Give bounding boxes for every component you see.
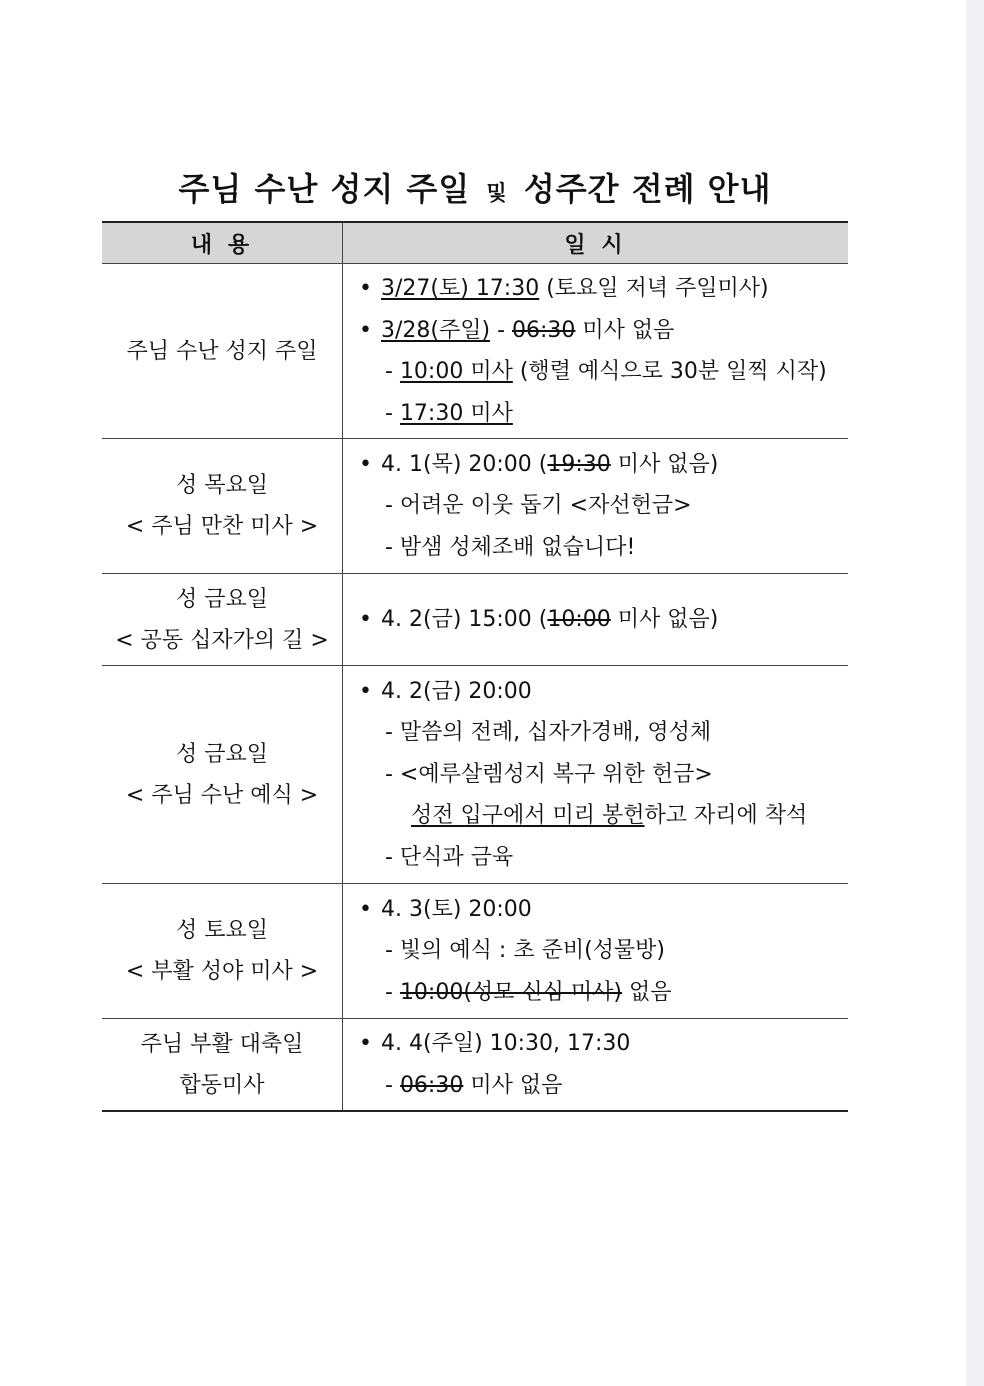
datetime-line <box>359 1023 848 1065</box>
underlined-text: 성전 입구에서 미리 봉헌 <box>411 803 645 829</box>
strikethrough-text: 06:30 <box>399 1072 464 1098</box>
page-right-margin <box>966 0 984 1386</box>
liturgy-schedule-table <box>102 221 848 1112</box>
datetime-line <box>359 712 848 754</box>
underlined-text: 3/27(토) 17:30 <box>381 276 540 301</box>
table-row <box>102 1019 848 1112</box>
line-text: - 빛의 예식 : 초 준비(성물방) <box>385 938 666 964</box>
line-text: - 밤샘 성체조배 없습니다! <box>385 534 636 560</box>
underlined-text: 10:00 미사 <box>399 359 513 384</box>
content-line: 성 토요일 <box>175 918 268 943</box>
table-row <box>102 264 848 439</box>
title-conjunction: 및 <box>486 181 508 205</box>
line-text: - <예루살렘성지 복구 위한 헌금> <box>385 761 713 787</box>
line-text: - <box>385 1072 400 1098</box>
line-text: - <box>490 317 513 343</box>
title-main-part1: 주님 수난 성지 주일 <box>178 170 471 208</box>
content-line: < 주님 만찬 미사 > <box>125 514 319 539</box>
row-datetime-cell <box>343 884 849 1019</box>
content-line: 성 금요일 <box>175 586 268 612</box>
datetime-line <box>359 671 848 713</box>
datetime-line <box>359 599 848 641</box>
row-datetime-cell <box>343 666 849 884</box>
bullet-dot-icon: • <box>359 276 372 301</box>
row-content-cell <box>102 574 343 666</box>
header-content: 내 용 <box>102 222 343 264</box>
table-row <box>102 884 848 1019</box>
strikethrough-text: 10:00(성모 신심 미사) <box>399 979 623 1005</box>
row-datetime-cell <box>343 574 849 666</box>
content-line: < 공동 십자가의 길 > <box>115 627 329 653</box>
line-text: 미사 없음) <box>610 451 719 477</box>
table-header-row <box>102 222 848 264</box>
datetime-line <box>359 837 848 879</box>
datetime-line <box>359 268 848 310</box>
line-text: - <box>385 359 400 384</box>
line-text: - <box>385 400 400 426</box>
datetime-line <box>359 795 848 837</box>
datetime-line <box>359 393 848 435</box>
content-line: < 주님 수난 예식 > <box>125 782 319 808</box>
row-content-cell <box>102 666 343 884</box>
bullet-dot-icon: • <box>359 1031 372 1056</box>
bullet-dot-icon: • <box>359 451 372 477</box>
datetime-line <box>359 889 848 931</box>
row-datetime-cell <box>343 1019 849 1112</box>
datetime-line <box>359 972 848 1014</box>
strikethrough-text: 10:00 <box>547 606 611 632</box>
line-text: 4. 2(금) 15:00 ( <box>381 606 548 632</box>
content-line: 주님 부활 대축일 <box>140 1031 304 1057</box>
datetime-line <box>359 310 848 352</box>
datetime-line <box>359 485 848 527</box>
row-datetime-cell <box>343 439 849 574</box>
row-content-cell <box>102 264 343 439</box>
line-text: 4. 3(토) 20:00 <box>381 896 532 922</box>
datetime-line <box>359 351 848 393</box>
content-line: 성 목요일 <box>175 473 268 498</box>
page-title <box>102 164 848 210</box>
strikethrough-text: 19:30 <box>547 451 611 477</box>
line-text: 미사 없음) <box>610 606 719 632</box>
title-main-part2: 성주간 전례 안내 <box>523 170 772 208</box>
bullet-dot-icon: • <box>359 896 372 922</box>
table-row <box>102 574 848 666</box>
line-text: 4. 1(목) 20:00 ( <box>381 451 548 477</box>
row-datetime-cell <box>343 264 849 439</box>
row-content-cell <box>102 884 343 1019</box>
line-text: 4. 2(금) 20:00 <box>381 678 532 704</box>
line-text: 하고 자리에 착석 <box>644 803 808 829</box>
line-text: - <box>385 979 400 1005</box>
line-text: 4. 4(주일) 10:30, 17:30 <box>381 1031 631 1056</box>
row-content-cell <box>102 1019 343 1112</box>
content-line: 주님 수난 성지 주일 <box>126 338 318 364</box>
line-text: 미사 없음 <box>575 317 675 343</box>
underlined-text: 3/28(주일) <box>381 317 491 343</box>
content-line: 합동미사 <box>179 1072 265 1098</box>
datetime-line <box>359 930 848 972</box>
datetime-line <box>359 754 848 796</box>
strikethrough-text: 06:30 <box>512 317 576 343</box>
table-row <box>102 666 848 884</box>
bullet-dot-icon: • <box>359 606 372 632</box>
bullet-dot-icon: • <box>359 678 372 704</box>
bullet-dot-icon: • <box>359 317 372 343</box>
line-text: 미사 없음 <box>463 1072 563 1098</box>
line-text: 없음 <box>622 979 672 1005</box>
datetime-line <box>359 527 848 569</box>
row-content-cell <box>102 439 343 574</box>
underlined-text: 17:30 미사 <box>399 400 513 426</box>
line-text: - 어려운 이웃 돕기 <자선헌금> <box>385 493 692 519</box>
line-text: (행렬 예식으로 30분 일찍 시작) <box>512 359 827 384</box>
line-text: - 단식과 금육 <box>385 844 514 870</box>
line-text: - 말씀의 전례, 십자가경배, 영성체 <box>385 720 712 746</box>
line-text: (토요일 저녁 주일미사) <box>539 276 769 301</box>
content-line: < 부활 성야 미사 > <box>125 959 319 984</box>
datetime-line <box>359 444 848 486</box>
datetime-line <box>359 1065 848 1107</box>
header-datetime: 일 시 <box>343 222 849 264</box>
content-line: 성 금요일 <box>175 741 268 767</box>
table-row <box>102 439 848 574</box>
